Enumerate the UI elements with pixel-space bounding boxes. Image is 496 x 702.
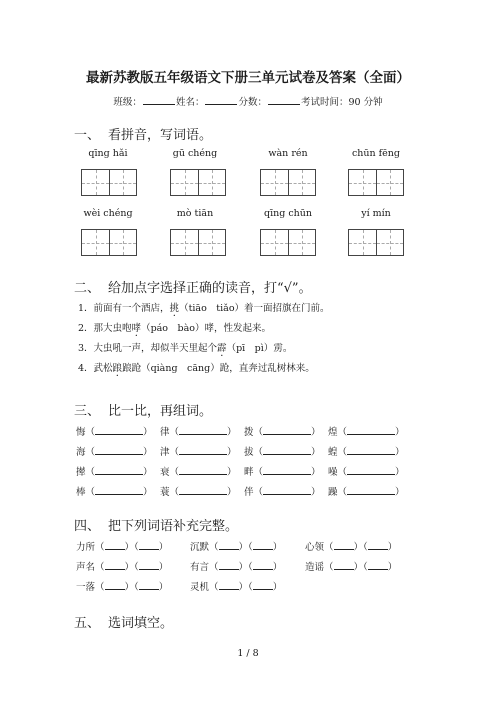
answer-blank[interactable] [179,445,227,455]
section-3-title: 比一比，再组词。 [108,404,213,419]
q2-1-options[interactable]: （tiāo tiǎo） [179,303,245,314]
section-2-heading [74,277,312,296]
idiom-text: ）（ [238,542,253,553]
open-paren: （ [337,487,348,498]
open-paren: （ [169,447,180,458]
answer-blank[interactable] [347,425,395,435]
idiom-item-2-3 [305,559,397,573]
idiom-text: 沉默（ [190,542,219,553]
student-info-line [0,94,496,108]
writing-grid-1-1[interactable] [81,169,137,196]
idiom-text: ）（ [124,582,139,593]
compare-item-4-4 [328,484,405,498]
open-paren: （ [169,487,180,498]
answer-blank[interactable] [219,580,239,590]
time-text: 考试时间：90 分钟 [300,97,383,108]
compare-item-1-3 [244,424,321,438]
q2-1-pre: 1．前面有一个酒店， [78,303,170,314]
compare-item-4-1 [76,484,153,498]
idiom-item-2-2 [190,559,282,573]
q2-2-dotted: 哮 [131,323,142,334]
pinyin-1-4: chūn fēng [351,148,401,159]
compare-char: 律 [160,427,170,438]
compare-item-3-1 [76,464,153,478]
close-paren: ） [143,487,153,498]
idiom-text: ）（ [353,562,368,573]
idiom-text: ）（ [238,582,253,593]
close-paren: ） [227,447,237,458]
compare-item-4-2 [160,484,237,498]
q2-4-pre: 4．武松 [78,363,113,374]
answer-blank[interactable] [105,540,125,550]
idiom-text: ） [387,562,398,573]
q2-4-dotted: 踉 [112,363,123,374]
answer-blank[interactable] [95,465,143,475]
writing-grid-2-1[interactable] [81,229,137,256]
answer-blank[interactable] [263,485,311,495]
answer-blank[interactable] [95,485,143,495]
idiom-item-1-2 [190,539,282,553]
compare-char: 蓑 [160,487,170,498]
open-paren: （ [85,487,96,498]
close-paren: ） [227,487,237,498]
idiom-text: 心领（ [305,542,334,553]
idiom-text: ） [272,582,283,593]
idiom-text: ） [158,542,169,553]
idiom-text: ） [387,542,398,553]
answer-blank[interactable] [219,540,239,550]
q2-item-2 [78,320,271,334]
compare-item-2-2 [160,444,237,458]
compare-char: 噪 [328,467,338,478]
compare-char: 煌 [328,427,338,438]
compare-char: 撵 [76,467,86,478]
answer-blank[interactable] [95,425,143,435]
compare-item-4-3 [244,484,321,498]
close-paren: ） [395,487,405,498]
close-paren: ） [143,467,153,478]
q2-4-post: 跄，直奔过乱树林来。 [219,363,315,374]
class-blank[interactable] [143,95,175,105]
compare-char: 海 [76,447,86,458]
score-label: 分数： [238,97,267,108]
q2-3-dotted: 霹 [217,343,227,354]
section-5-num: 五、 [74,616,101,631]
idiom-item-3-2 [190,579,282,593]
answer-blank[interactable] [105,560,125,570]
q2-3-post: 雳。 [273,343,293,354]
compare-item-2-4 [328,444,405,458]
open-paren: （ [337,467,348,478]
open-paren: （ [85,447,96,458]
idiom-text: ）（ [353,542,368,553]
idiom-text: 一落（ [76,582,105,593]
q2-2-pre: 2．那大虫咆 [78,323,132,334]
q2-1-dotted: 挑 [169,303,180,314]
score-blank[interactable] [268,95,300,105]
compare-char: 衰 [160,467,170,478]
page-number: 1 / 8 [237,648,259,659]
answer-blank[interactable] [263,465,311,475]
answer-blank[interactable] [139,560,159,570]
pinyin-2-1: wèi chéng [83,208,133,219]
open-paren: （ [337,427,348,438]
idiom-text: ） [158,562,169,573]
writing-grid-2-3[interactable] [260,229,316,256]
compare-item-1-4 [328,424,405,438]
answer-blank[interactable] [179,485,227,495]
section-4-title: 把下列词语补充完整。 [108,519,239,534]
open-paren: （ [169,467,180,478]
compare-char: 蝗 [328,447,338,458]
pinyin-2-3: qīng chūn [263,208,312,219]
pinyin-1-3: wàn rén [268,148,308,159]
open-paren: （ [85,467,96,478]
compare-item-2-1 [76,444,153,458]
idiom-text: ） [158,582,169,593]
open-paren: （ [85,427,96,438]
open-paren: （ [253,427,264,438]
section-3-heading [74,400,212,419]
close-paren: ） [227,427,237,438]
compare-char: 棒 [76,487,86,498]
q2-2-options[interactable]: （páo bào） [141,323,205,334]
writing-grid-2-2[interactable] [170,229,226,256]
answer-blank[interactable] [253,560,273,570]
answer-blank[interactable] [334,540,354,550]
idiom-item-2-1 [76,559,168,573]
answer-blank[interactable] [347,445,395,455]
close-paren: ） [311,487,321,498]
compare-char: 拔 [244,447,254,458]
answer-blank[interactable] [334,560,354,570]
answer-blank[interactable] [105,580,125,590]
compare-item-2-3 [244,444,321,458]
idiom-text: ）（ [238,562,253,573]
writing-grid-1-3[interactable] [260,169,316,196]
q2-1-post: 着一面招旗在门前。 [244,303,330,314]
class-label: 班级： [113,97,142,108]
compare-char: 躁 [328,487,338,498]
idiom-item-1-1 [76,539,168,553]
idiom-item-3-1 [76,579,168,593]
pinyin-2-2: mò tiān [176,208,214,219]
idiom-text: 造谣（ [305,562,334,573]
idiom-text: 声名（ [76,562,105,573]
answer-blank[interactable] [179,425,227,435]
answer-blank[interactable] [368,540,388,550]
section-1-heading [74,124,212,143]
close-paren: ） [311,447,321,458]
compare-char: 津 [160,447,170,458]
compare-char: 拨 [244,427,254,438]
idiom-text: ） [272,542,283,553]
open-paren: （ [337,447,348,458]
compare-item-3-4 [328,464,405,478]
writing-grid-1-4[interactable] [348,169,404,196]
close-paren: ） [227,467,237,478]
answer-blank[interactable] [139,580,159,590]
name-blank[interactable] [205,95,237,105]
section-1-num: 一、 [74,128,101,143]
answer-blank[interactable] [263,445,311,455]
q2-2-post: 哮，性发起来。 [204,323,272,334]
section-2-title: 给加点字选择正确的读音，打“√”。 [108,281,312,296]
compare-char: 畔 [244,467,254,478]
answer-blank[interactable] [368,560,388,570]
idiom-text: ）（ [124,562,139,573]
name-label: 姓名： [175,97,205,108]
compare-item-3-2 [160,464,237,478]
open-paren: （ [253,467,264,478]
idiom-text: ） [272,562,283,573]
open-paren: （ [253,447,264,458]
q2-4-options[interactable]: 踉跄（qiàng cāng） [122,363,220,374]
answer-blank[interactable] [95,445,143,455]
compare-item-1-2 [160,424,237,438]
answer-blank[interactable] [347,485,395,495]
answer-blank[interactable] [219,560,239,570]
open-paren: （ [253,487,264,498]
close-paren: ） [311,467,321,478]
pinyin-1-1: qīng hǎi [88,148,128,159]
close-paren: ） [311,427,321,438]
q2-item-4 [78,360,315,374]
answer-blank[interactable] [347,465,395,475]
idiom-item-1-3 [305,539,397,553]
section-5-heading [74,612,173,631]
compare-char: 伴 [244,487,254,498]
answer-blank[interactable] [253,580,273,590]
q2-item-3 [78,340,292,354]
section-4-num: 四、 [74,519,101,534]
open-paren: （ [169,427,180,438]
pinyin-1-2: gū chéng [172,148,218,159]
compare-item-3-3 [244,464,321,478]
section-1-title: 看拼音，写词语。 [108,128,213,143]
close-paren: ） [395,467,405,478]
q2-3-options[interactable]: （pī pì） [226,343,274,354]
q2-3-pre: 3．大虫吼一声，却似半天里起个 [78,343,218,354]
close-paren: ） [143,447,153,458]
answer-blank[interactable] [253,540,273,550]
compare-char: 悔 [76,427,86,438]
close-paren: ） [395,447,405,458]
close-paren: ） [395,427,405,438]
writing-grid-2-4[interactable] [348,229,404,256]
idiom-text: ）（ [124,542,139,553]
section-5-title: 选词填空。 [108,616,174,631]
answer-blank[interactable] [139,540,159,550]
close-paren: ） [143,427,153,438]
q2-item-1 [78,300,330,314]
idiom-text: 力所（ [76,542,105,553]
section-2-num: 二、 [74,281,101,296]
compare-item-1-1 [76,424,153,438]
answer-blank[interactable] [263,425,311,435]
section-3-num: 三、 [74,404,101,419]
answer-blank[interactable] [179,465,227,475]
idiom-text: 有言（ [190,562,219,573]
idiom-text: 灵机（ [190,582,219,593]
writing-grid-1-2[interactable] [170,169,226,196]
pinyin-2-4: yí mín [361,208,391,219]
section-4-heading [74,515,238,534]
document-title: 最新苏教版五年级语文下册三单元试卷及答案（全面） [86,70,410,86]
